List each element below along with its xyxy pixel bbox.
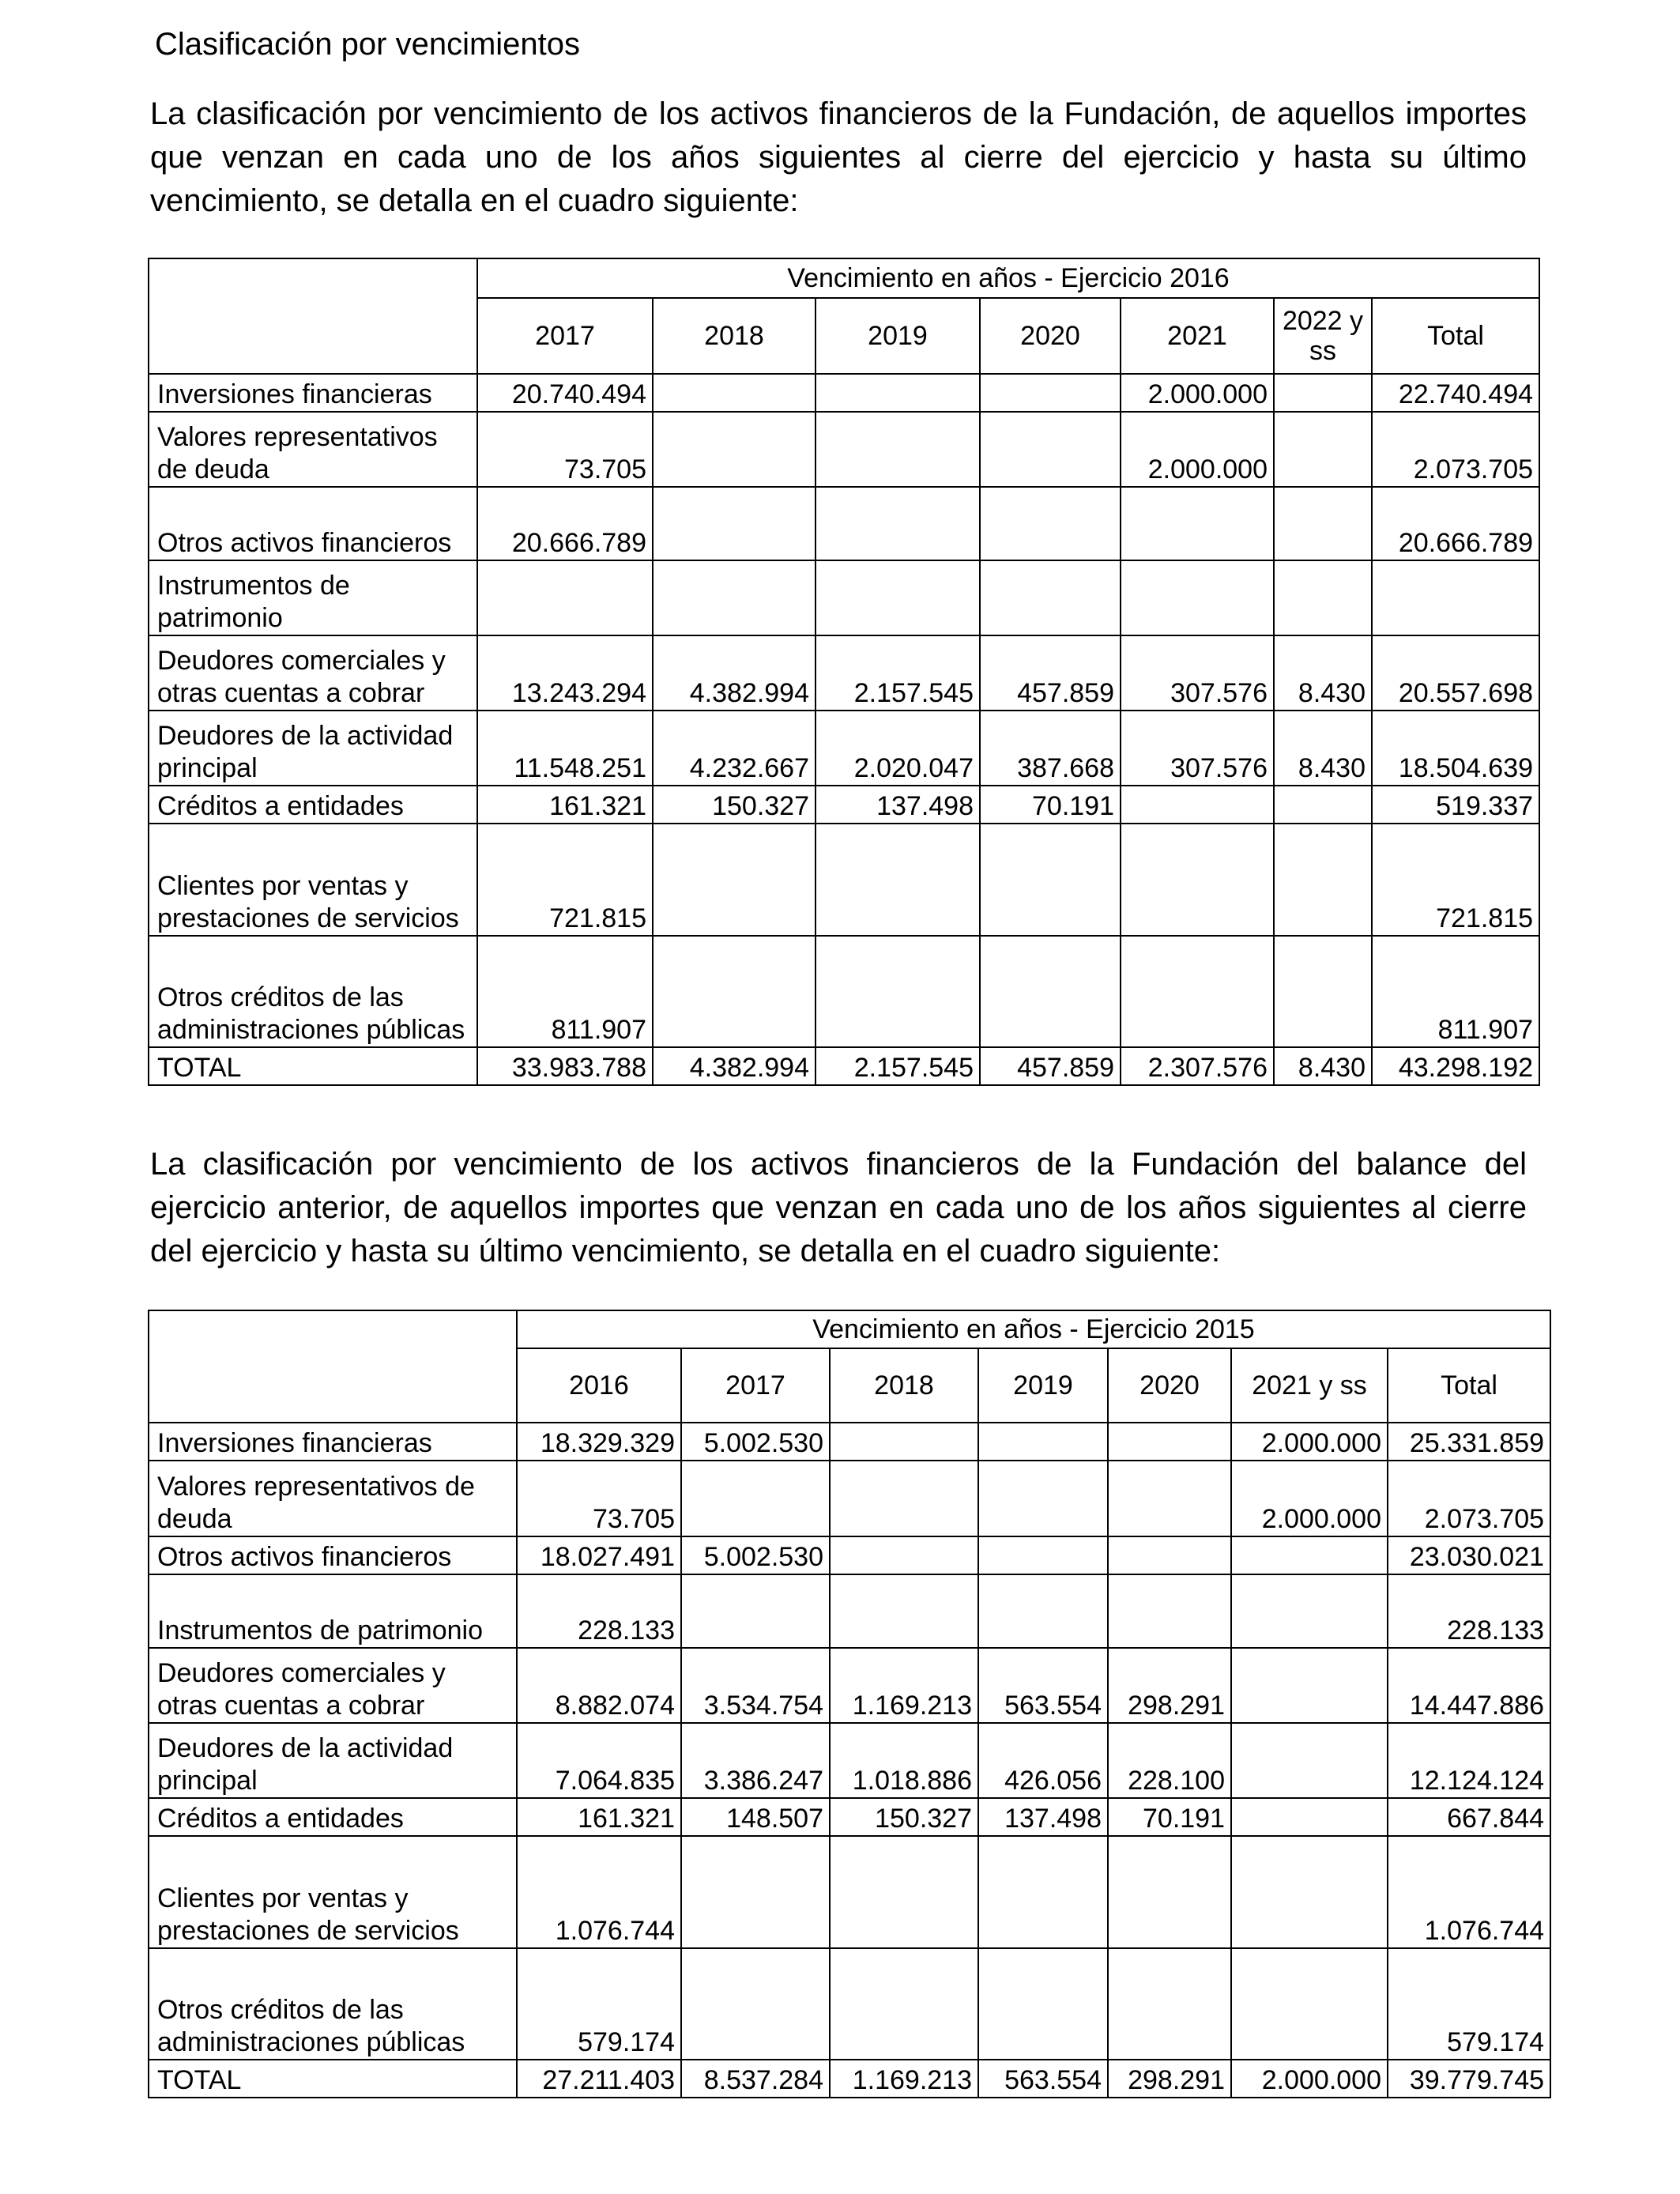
value-cell xyxy=(830,1836,978,1948)
value-cell xyxy=(653,560,816,635)
value-cell: 228.133 xyxy=(517,1574,681,1648)
column-header: 2016 xyxy=(517,1348,681,1423)
column-header: Total xyxy=(1388,1348,1550,1423)
column-header: 2018 xyxy=(653,298,816,374)
value-cell xyxy=(816,374,980,412)
value-cell xyxy=(1108,1574,1231,1648)
value-cell xyxy=(1231,1836,1388,1948)
row-label: Instrumentos de patrimonio xyxy=(149,1574,517,1648)
value-cell: 20.740.494 xyxy=(477,374,653,412)
value-cell: 426.056 xyxy=(978,1723,1108,1798)
value-cell: 811.907 xyxy=(477,936,653,1047)
value-cell xyxy=(978,1574,1108,1648)
value-cell: 4.382.994 xyxy=(653,635,816,711)
row-label: Créditos a entidades xyxy=(149,786,477,824)
value-cell: 3.386.247 xyxy=(681,1723,830,1798)
value-cell: 25.331.859 xyxy=(1388,1423,1550,1461)
value-cell: 8.430 xyxy=(1274,711,1372,786)
value-cell: 1.169.213 xyxy=(830,2060,978,2098)
value-cell xyxy=(816,560,980,635)
row-label: Otros activos financieros xyxy=(149,1536,517,1574)
value-cell xyxy=(1274,560,1372,635)
value-cell xyxy=(653,936,816,1047)
value-cell: 2.000.000 xyxy=(1121,412,1274,487)
value-cell: 161.321 xyxy=(517,1798,681,1836)
value-cell: 33.983.788 xyxy=(477,1047,653,1085)
value-cell xyxy=(816,824,980,936)
value-cell: 387.668 xyxy=(980,711,1121,786)
value-cell: 18.329.329 xyxy=(517,1423,681,1461)
section-heading: Clasificación por vencimientos xyxy=(155,27,581,62)
value-cell: 228.133 xyxy=(1388,1574,1550,1648)
value-cell: 150.327 xyxy=(653,786,816,824)
value-cell xyxy=(978,1536,1108,1574)
value-cell xyxy=(1108,1536,1231,1574)
table-row xyxy=(149,560,1539,635)
value-cell xyxy=(830,1574,978,1648)
value-cell: 8.882.074 xyxy=(517,1648,681,1723)
table-row xyxy=(149,786,1539,824)
value-cell: 457.859 xyxy=(980,1047,1121,1085)
value-cell xyxy=(830,1461,978,1536)
value-cell: 5.002.530 xyxy=(681,1423,830,1461)
value-cell: 8.430 xyxy=(1274,1047,1372,1085)
row-label: TOTAL xyxy=(149,2060,517,2098)
value-cell: 579.174 xyxy=(1388,1948,1550,2060)
table-row xyxy=(149,487,1539,560)
column-header: 2017 xyxy=(681,1348,830,1423)
value-cell: 2.000.000 xyxy=(1231,1461,1388,1536)
value-cell: 137.498 xyxy=(978,1798,1108,1836)
table-row xyxy=(149,2060,1550,2098)
value-cell: 579.174 xyxy=(517,1948,681,2060)
value-cell: 13.243.294 xyxy=(477,635,653,711)
value-cell: 20.666.789 xyxy=(1372,487,1539,560)
table-row xyxy=(149,374,1539,412)
value-cell xyxy=(1121,786,1274,824)
value-cell: 8.430 xyxy=(1274,635,1372,711)
value-cell: 73.705 xyxy=(517,1461,681,1536)
column-header: 2019 xyxy=(816,298,980,374)
value-cell: 11.548.251 xyxy=(477,711,653,786)
column-header: 2020 xyxy=(1108,1348,1231,1423)
value-cell xyxy=(980,936,1121,1047)
value-cell xyxy=(978,1836,1108,1948)
table-title: Vencimiento en años - Ejercicio 2016 xyxy=(477,258,1539,298)
maturity-table-2015 xyxy=(148,1310,1551,2098)
value-cell xyxy=(1231,1948,1388,2060)
value-cell xyxy=(1108,1423,1231,1461)
table-row xyxy=(149,1798,1550,1836)
value-cell xyxy=(1231,1723,1388,1798)
value-cell xyxy=(980,560,1121,635)
table-row xyxy=(149,635,1539,711)
value-cell xyxy=(1108,1836,1231,1948)
value-cell xyxy=(1274,786,1372,824)
value-cell: 2.157.545 xyxy=(816,635,980,711)
value-cell xyxy=(1108,1461,1231,1536)
value-cell: 1.018.886 xyxy=(830,1723,978,1798)
value-cell: 2.073.705 xyxy=(1372,412,1539,487)
value-cell: 811.907 xyxy=(1372,936,1539,1047)
value-cell xyxy=(980,412,1121,487)
value-cell: 721.815 xyxy=(477,824,653,936)
value-cell: 23.030.021 xyxy=(1388,1536,1550,1574)
table-row xyxy=(149,1423,1550,1461)
value-cell: 457.859 xyxy=(980,635,1121,711)
value-cell xyxy=(1274,374,1372,412)
value-cell: 2.073.705 xyxy=(1388,1461,1550,1536)
value-cell xyxy=(681,1948,830,2060)
value-cell: 7.064.835 xyxy=(517,1723,681,1798)
value-cell: 70.191 xyxy=(1108,1798,1231,1836)
value-cell xyxy=(653,374,816,412)
value-cell xyxy=(816,412,980,487)
value-cell xyxy=(1121,936,1274,1047)
value-cell: 20.557.698 xyxy=(1372,635,1539,711)
value-cell: 519.337 xyxy=(1372,786,1539,824)
header-corner xyxy=(149,1310,517,1423)
value-cell: 5.002.530 xyxy=(681,1536,830,1574)
value-cell xyxy=(816,936,980,1047)
value-cell: 563.554 xyxy=(978,1648,1108,1723)
row-label: Valores representativos de deuda xyxy=(149,412,477,487)
value-cell: 2.000.000 xyxy=(1231,1423,1388,1461)
value-cell: 563.554 xyxy=(978,2060,1108,2098)
value-cell: 4.382.994 xyxy=(653,1047,816,1085)
value-cell: 14.447.886 xyxy=(1388,1648,1550,1723)
table-row xyxy=(149,711,1539,786)
value-cell xyxy=(980,824,1121,936)
value-cell: 307.576 xyxy=(1121,635,1274,711)
value-cell: 307.576 xyxy=(1121,711,1274,786)
value-cell: 12.124.124 xyxy=(1388,1723,1550,1798)
column-header: 2022 y ss xyxy=(1274,298,1372,374)
value-cell xyxy=(980,374,1121,412)
value-cell xyxy=(1231,1574,1388,1648)
value-cell xyxy=(1274,824,1372,936)
value-cell xyxy=(1231,1648,1388,1723)
value-cell xyxy=(1121,824,1274,936)
column-header: 2017 xyxy=(477,298,653,374)
value-cell xyxy=(816,487,980,560)
table-row xyxy=(149,1948,1550,2060)
value-cell xyxy=(978,1461,1108,1536)
table-row xyxy=(149,1574,1550,1648)
row-label: Valores representativos de deuda xyxy=(149,1461,517,1536)
row-label: Otros créditos de las administraciones públicas xyxy=(149,936,477,1047)
value-cell: 721.815 xyxy=(1372,824,1539,936)
row-label: Instrumentos de patrimonio xyxy=(149,560,477,635)
value-cell xyxy=(1274,487,1372,560)
value-cell: 150.327 xyxy=(830,1798,978,1836)
value-cell xyxy=(980,487,1121,560)
value-cell: 18.027.491 xyxy=(517,1536,681,1574)
value-cell: 2.000.000 xyxy=(1121,374,1274,412)
value-cell xyxy=(1274,412,1372,487)
table-title: Vencimiento en años - Ejercicio 2015 xyxy=(517,1310,1550,1348)
value-cell: 39.779.745 xyxy=(1388,2060,1550,2098)
value-cell: 70.191 xyxy=(980,786,1121,824)
value-cell: 667.844 xyxy=(1388,1798,1550,1836)
value-cell xyxy=(1121,487,1274,560)
value-cell: 73.705 xyxy=(477,412,653,487)
value-cell: 2.000.000 xyxy=(1231,2060,1388,2098)
column-header: 2018 xyxy=(830,1348,978,1423)
value-cell xyxy=(1231,1798,1388,1836)
column-header: 2019 xyxy=(978,1348,1108,1423)
value-cell: 1.076.744 xyxy=(1388,1836,1550,1948)
value-cell xyxy=(653,412,816,487)
table-row xyxy=(149,412,1539,487)
value-cell: 161.321 xyxy=(477,786,653,824)
table-row xyxy=(149,1536,1550,1574)
value-cell: 228.100 xyxy=(1108,1723,1231,1798)
row-label: TOTAL xyxy=(149,1047,477,1085)
value-cell xyxy=(978,1423,1108,1461)
table-row xyxy=(149,1723,1550,1798)
value-cell: 2.307.576 xyxy=(1121,1047,1274,1085)
value-cell: 2.157.545 xyxy=(816,1047,980,1085)
row-label: Inversiones financieras xyxy=(149,374,477,412)
value-cell: 22.740.494 xyxy=(1372,374,1539,412)
value-cell: 27.211.403 xyxy=(517,2060,681,2098)
column-header: 2021 y ss xyxy=(1231,1348,1388,1423)
value-cell: 298.291 xyxy=(1108,1648,1231,1723)
value-cell xyxy=(1372,560,1539,635)
value-cell xyxy=(1274,936,1372,1047)
table-row xyxy=(149,1047,1539,1085)
value-cell xyxy=(681,1836,830,1948)
column-header: 2020 xyxy=(980,298,1121,374)
intro-paragraph-2015: La clasificación por vencimiento de los activos financieros de la Fundación del balance del ejercicio anterior, de aquellos importes que venzan en cada uno de los años siguientes al cierre del ejercicio y hasta su último vencimiento, se detalla en el cuadro siguiente: xyxy=(150,1147,1527,1269)
value-cell xyxy=(978,1948,1108,2060)
value-cell xyxy=(830,1423,978,1461)
table-row xyxy=(149,824,1539,936)
header-corner xyxy=(149,258,477,374)
value-cell: 1.076.744 xyxy=(517,1836,681,1948)
maturity-table-2016 xyxy=(148,258,1540,1086)
row-label: Otros activos financieros xyxy=(149,487,477,560)
value-cell: 20.666.789 xyxy=(477,487,653,560)
table-row xyxy=(149,1461,1550,1536)
value-cell: 298.291 xyxy=(1108,2060,1231,2098)
row-label: Deudores de la actividad principal xyxy=(149,1723,517,1798)
value-cell: 2.020.047 xyxy=(816,711,980,786)
value-cell xyxy=(1231,1536,1388,1574)
value-cell xyxy=(830,1948,978,2060)
value-cell: 3.534.754 xyxy=(681,1648,830,1723)
row-label: Deudores comerciales y otras cuentas a cobrar xyxy=(149,1648,517,1723)
row-label: Clientes por ventas y prestaciones de servicios xyxy=(149,1836,517,1948)
row-label: Otros créditos de las administraciones públicas xyxy=(149,1948,517,2060)
value-cell xyxy=(653,487,816,560)
intro-paragraph-2016: La clasificación por vencimiento de los activos financieros de la Fundación, de aquellos importes que venzan en cada uno de los años siguientes al cierre del ejercicio y hasta su último vencimiento, se detalla en el cuadro siguiente: xyxy=(150,96,1527,218)
value-cell xyxy=(653,824,816,936)
value-cell: 43.298.192 xyxy=(1372,1047,1539,1085)
value-cell: 137.498 xyxy=(816,786,980,824)
table-row xyxy=(149,1836,1550,1948)
row-label: Créditos a entidades xyxy=(149,1798,517,1836)
row-label: Deudores comerciales y otras cuentas a cobrar xyxy=(149,635,477,711)
value-cell xyxy=(681,1461,830,1536)
value-cell xyxy=(1121,560,1274,635)
value-cell xyxy=(477,560,653,635)
value-cell xyxy=(1108,1948,1231,2060)
column-header: 2021 xyxy=(1121,298,1274,374)
row-label: Deudores de la actividad principal xyxy=(149,711,477,786)
value-cell: 4.232.667 xyxy=(653,711,816,786)
value-cell xyxy=(830,1536,978,1574)
value-cell: 148.507 xyxy=(681,1798,830,1836)
value-cell: 18.504.639 xyxy=(1372,711,1539,786)
row-label: Inversiones financieras xyxy=(149,1423,517,1461)
value-cell: 8.537.284 xyxy=(681,2060,830,2098)
row-label: Clientes por ventas y prestaciones de servicios xyxy=(149,824,477,936)
column-header: Total xyxy=(1372,298,1539,374)
table-row xyxy=(149,1648,1550,1723)
value-cell: 1.169.213 xyxy=(830,1648,978,1723)
value-cell xyxy=(681,1574,830,1648)
table-row xyxy=(149,936,1539,1047)
